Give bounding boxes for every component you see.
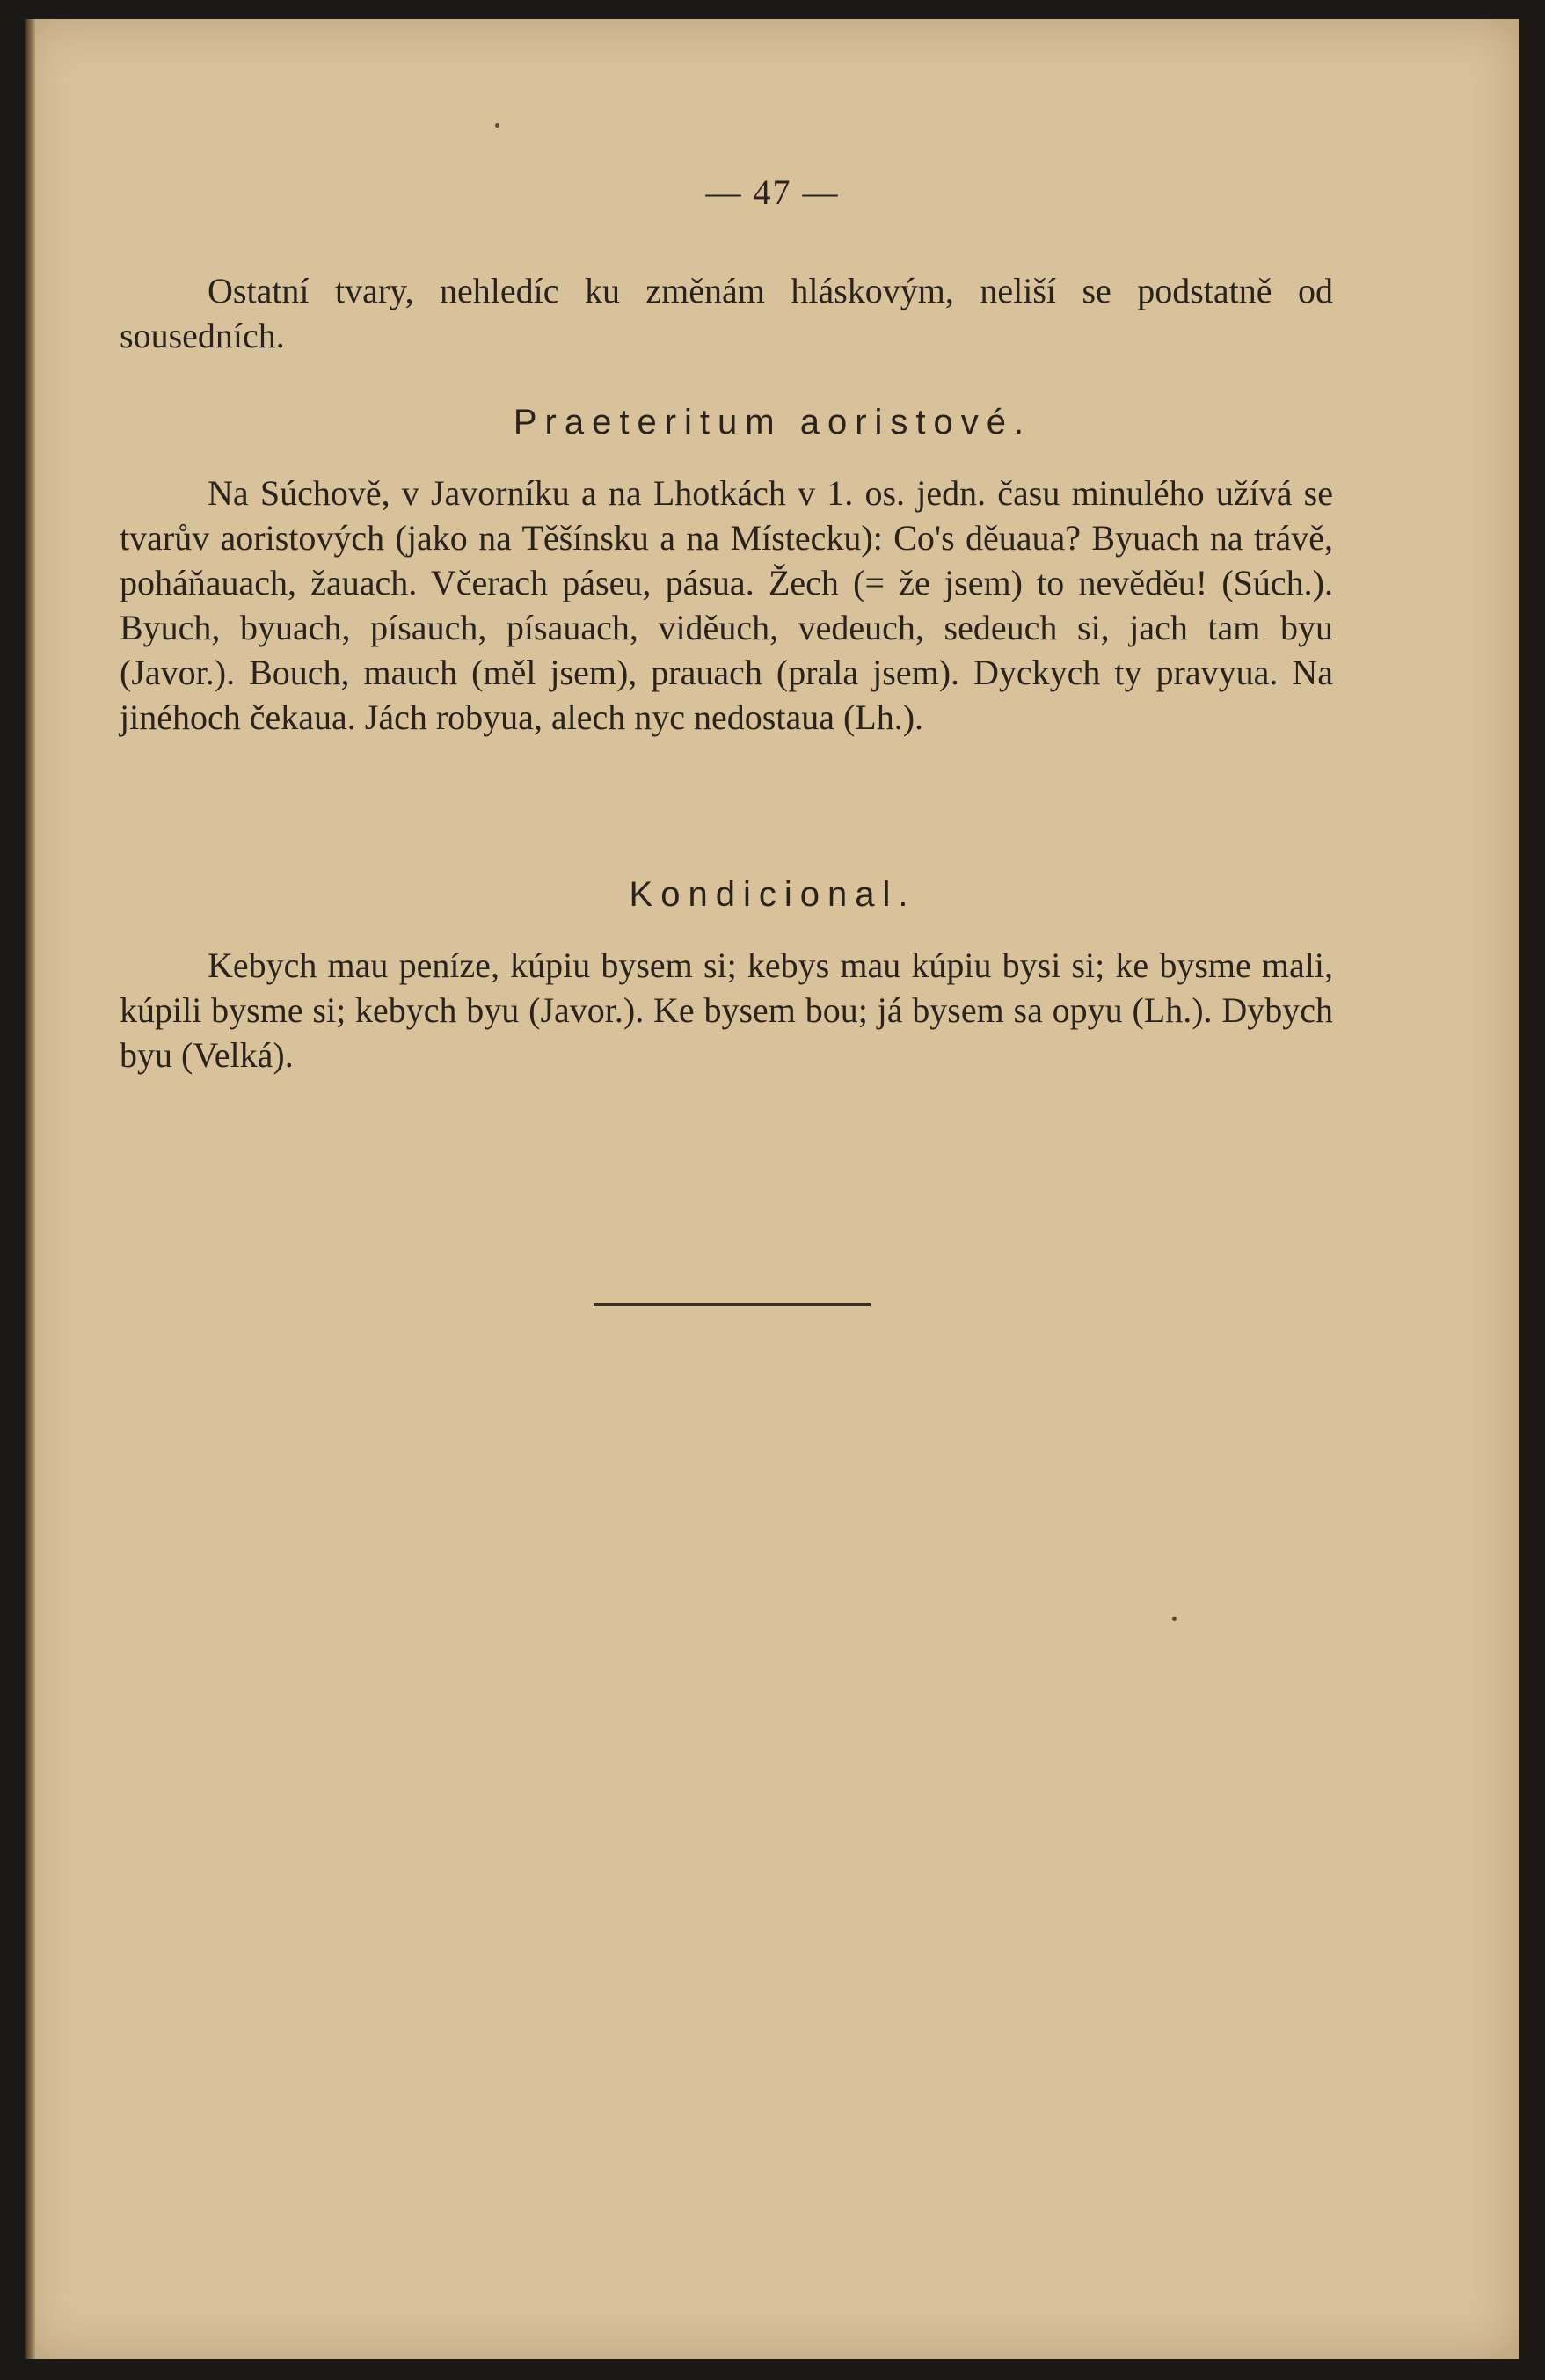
section-heading-praeteritum: Praeteritum aoristové. — [513, 403, 1032, 442]
speck-mark — [495, 123, 499, 128]
intro-paragraph — [120, 268, 1333, 358]
section-divider-rule — [594, 1303, 871, 1306]
kondicional-text: Kebych mau peníze, kúpiu bysem si; kebys mau kúpiu bysi si; ke bysme mali, kúpili bysme si; kebych byu (Javor.). Ke bysem bou; já bysem sa opyu (Lh.). Dybych byu (Velká). — [120, 945, 1333, 1075]
book-page — [25, 19, 1519, 2359]
intro-text: Ostatní tvary, nehledíc ku změnám hláskovým, neliší se podstatně od sousedních. — [120, 271, 1333, 355]
speck-mark — [1172, 1617, 1177, 1621]
praeteritum-text: Na Súchově, v Javorníku a na Lhotkách v 1. os. jedn. času minulého užívá se tvarův aoristových (jako na Těšínsku a na Místecku): Co's děuaua? Byuach na trávě, poháňauach, žauach. Včerach páseu, pásua. Žech (= že jsem) to nevěděu! (Súch.). Byuch, byuach, písauch, písauach, viděuch, vedeuch, sedeuch si, jach tam byu (Javor.). Bouch, mauch (měl jsem), prauach (prala jsem). Dyckych ty pravyua. Na jinéhoch čekaua. Jách robyua, alech nyc nedostaua (Lh.). — [120, 473, 1333, 737]
kondicional-paragraph — [120, 943, 1333, 1077]
praeteritum-paragraph — [120, 471, 1333, 740]
section-heading-kondicional: Kondicional. — [629, 875, 916, 914]
page-number: — 47 — — [705, 172, 840, 212]
page-spine-edge — [25, 19, 35, 2359]
